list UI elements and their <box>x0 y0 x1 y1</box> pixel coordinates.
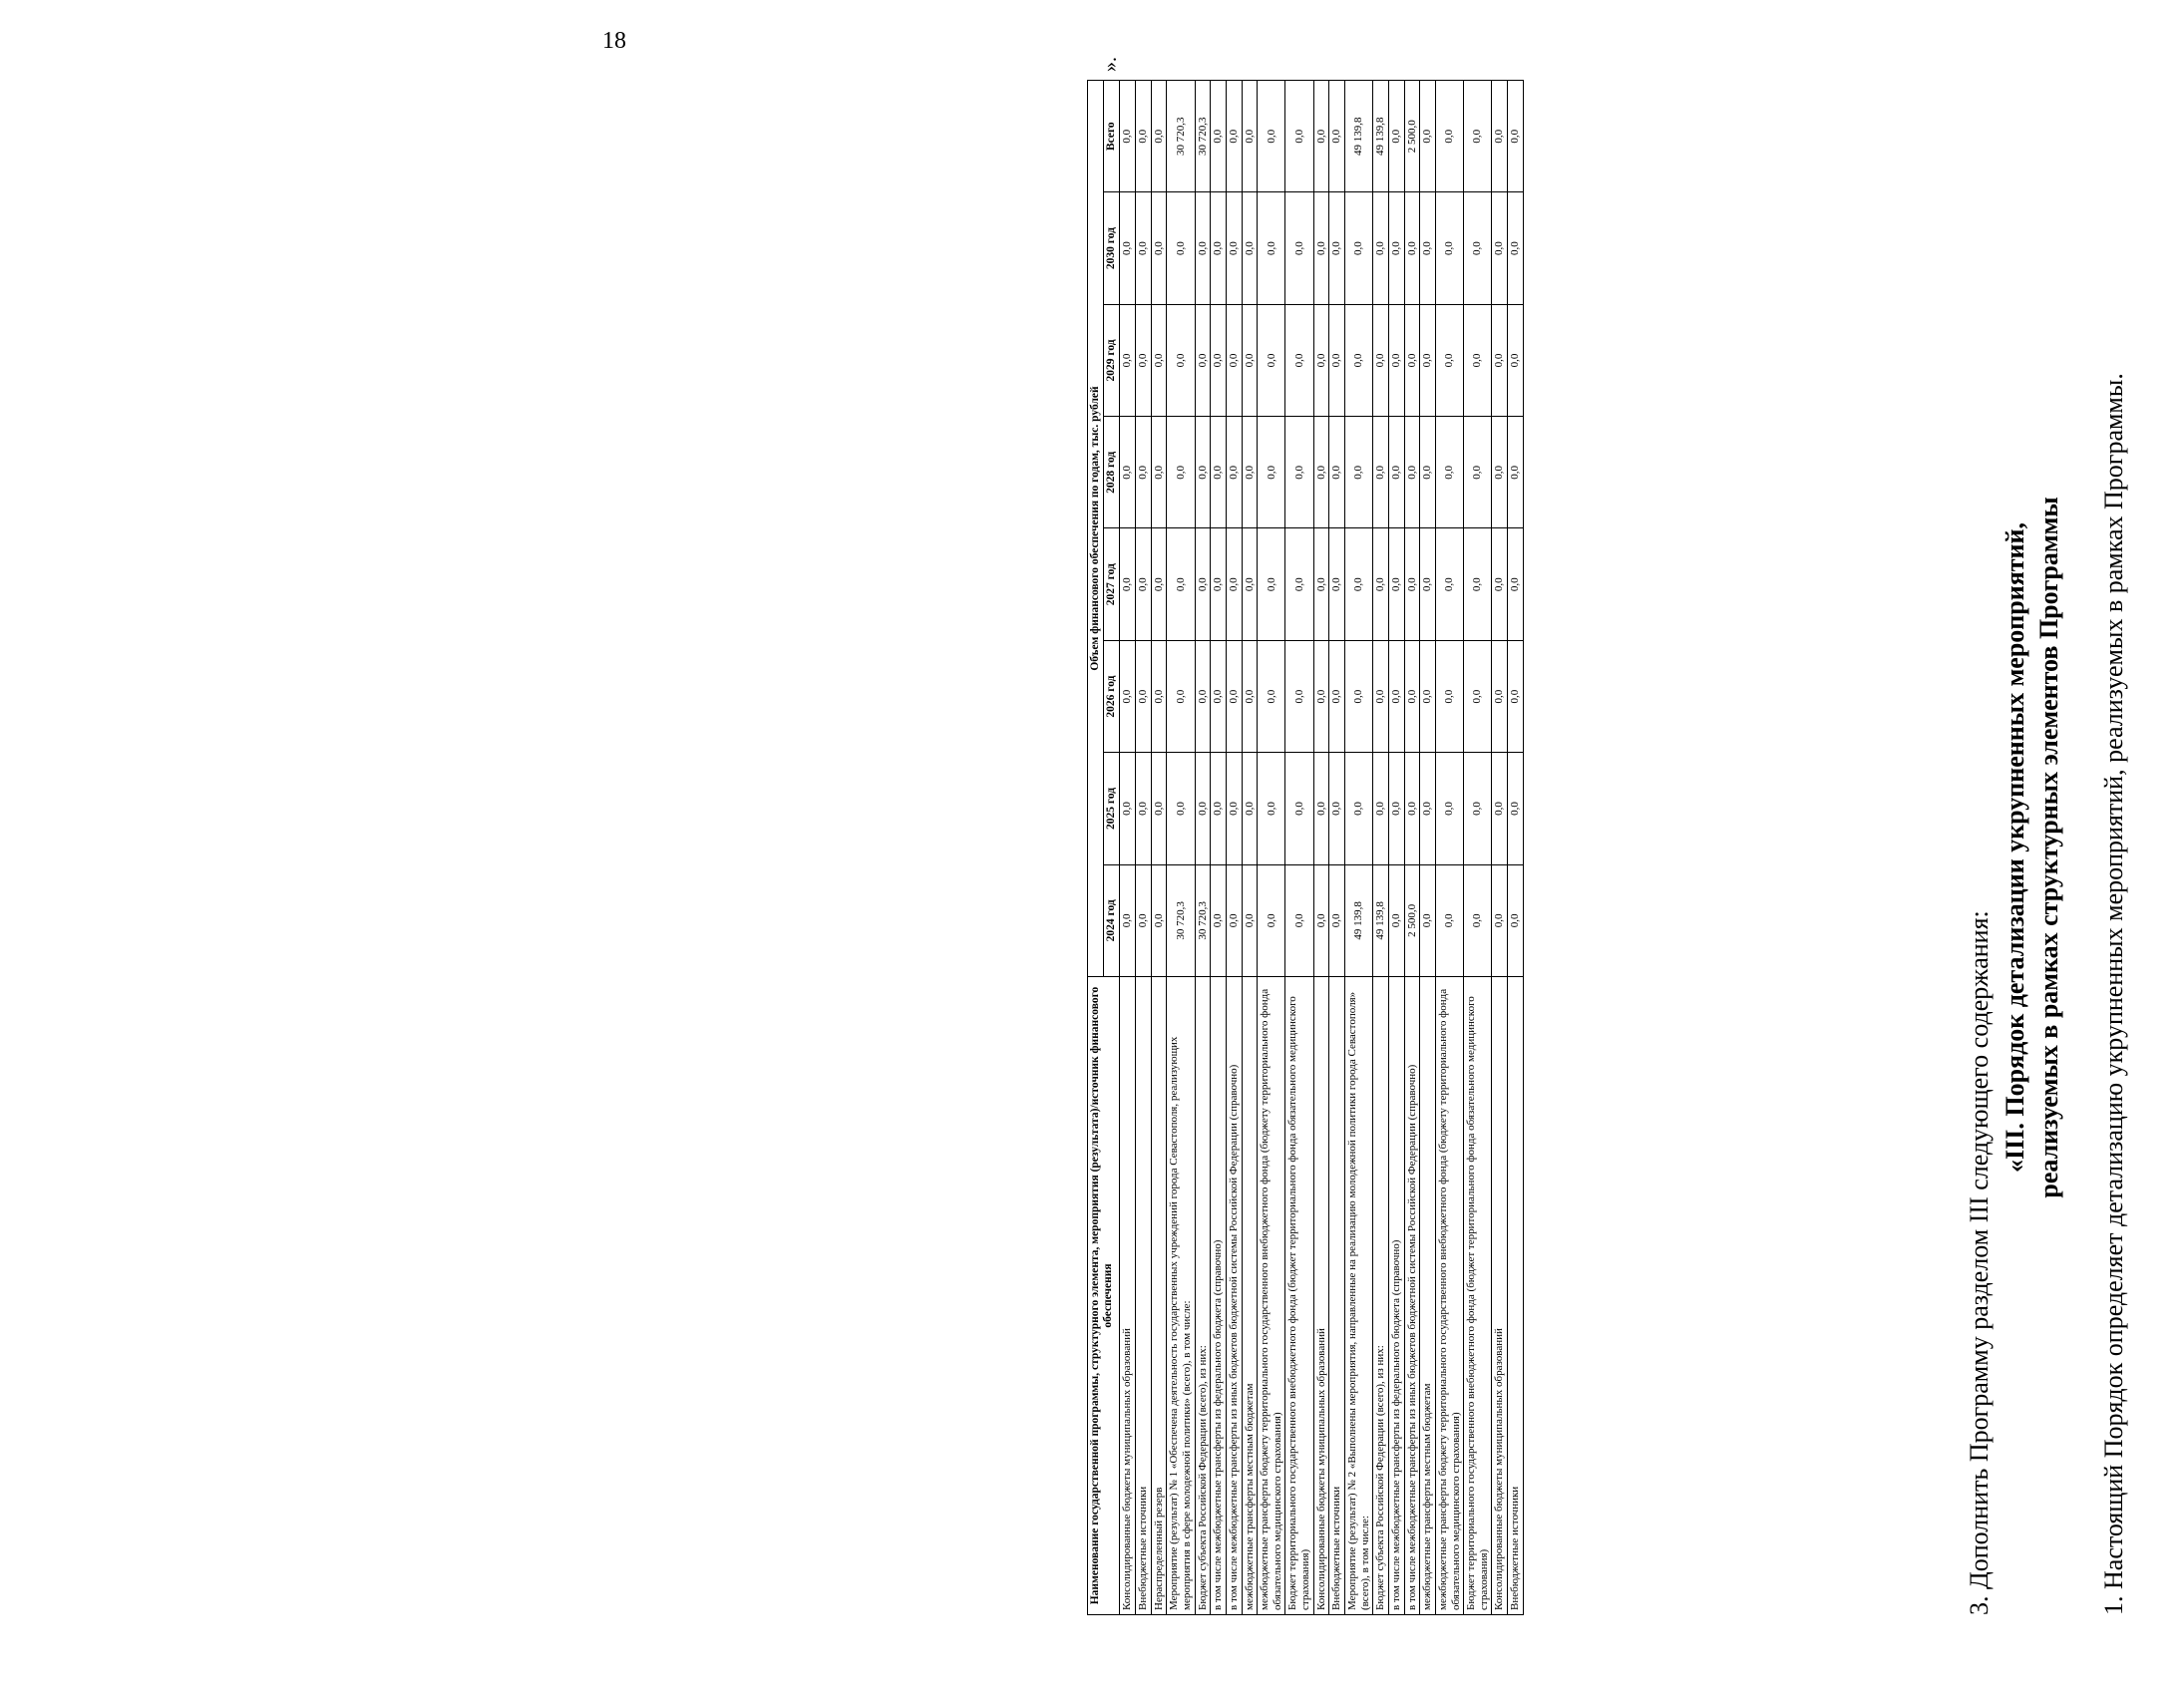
row-name: Мероприятие (результат) № 2 «Выполнены мероприятия, направленные на реализацию молодежной политики города Севастополя» (всего), в том числе: <box>1345 977 1373 1615</box>
row-value: 0,0 <box>1313 304 1329 416</box>
row-value: 0,0 <box>1211 640 1227 752</box>
row-value: 0,0 <box>1329 528 1345 640</box>
row-value: 0,0 <box>1258 753 1285 864</box>
row-value: 0,0 <box>1136 753 1152 864</box>
row-value: 0,0 <box>1329 304 1345 416</box>
row-value: 0,0 <box>1508 528 1524 640</box>
row-value: 0,0 <box>1388 864 1404 976</box>
table-body <box>1120 81 1523 1615</box>
row-value: 0,0 <box>1435 864 1463 976</box>
row-value: 0,0 <box>1508 864 1524 976</box>
closing-quote: ». <box>1099 57 1121 72</box>
table-row <box>1464 81 1492 1615</box>
row-value: 0,0 <box>1151 753 1167 864</box>
row-value: 0,0 <box>1464 417 1492 528</box>
row-value: 0,0 <box>1435 304 1463 416</box>
row-value: 0,0 <box>1285 640 1313 752</box>
row-value: 0,0 <box>1464 753 1492 864</box>
row-value: 0,0 <box>1151 640 1167 752</box>
row-value: 0,0 <box>1420 192 1436 304</box>
row-name: Нераспределенный резерв <box>1151 977 1167 1615</box>
row-value: 0,0 <box>1464 864 1492 976</box>
row-value: 0,0 <box>1195 304 1211 416</box>
row-value: 0,0 <box>1435 528 1463 640</box>
table-row <box>1195 81 1211 1615</box>
row-name: Внебюджетные источники <box>1329 977 1345 1615</box>
row-value: 0,0 <box>1492 528 1508 640</box>
row-value: 0,0 <box>1388 304 1404 416</box>
row-name: межбюджетные трансферты бюджету территориального государственного внебюджетного фонда (бюджету территориального фонда обязательного медицинского страхования) <box>1435 977 1463 1615</box>
row-value: 0,0 <box>1167 192 1195 304</box>
header-year: 2029 год <box>1104 304 1120 416</box>
row-value: 0,0 <box>1508 640 1524 752</box>
row-value: 0,0 <box>1151 417 1167 528</box>
row-value: 0,0 <box>1211 417 1227 528</box>
row-value: 0,0 <box>1242 864 1258 976</box>
row-value: 0,0 <box>1435 640 1463 752</box>
row-value: 0,0 <box>1373 417 1389 528</box>
row-value: 0,0 <box>1242 753 1258 864</box>
row-value: 0,0 <box>1420 753 1436 864</box>
row-value: 0,0 <box>1345 304 1373 416</box>
row-value: 0,0 <box>1151 81 1167 192</box>
row-name: Консолидированные бюджеты муниципальных образований <box>1313 977 1329 1615</box>
row-value: 0,0 <box>1492 417 1508 528</box>
row-value: 0,0 <box>1258 304 1285 416</box>
table-row <box>1388 81 1404 1615</box>
row-value: 0,0 <box>1226 864 1242 976</box>
header-year: 2024 год <box>1104 864 1120 976</box>
row-value: 0,0 <box>1492 753 1508 864</box>
row-value: 0,0 <box>1464 640 1492 752</box>
row-value: 0,0 <box>1120 640 1136 752</box>
section-heading-line-1: «III. Порядок детализации укрупненных мероприятий, <box>2001 522 2029 1173</box>
row-value: 0,0 <box>1226 640 1242 752</box>
row-value: 0,0 <box>1404 417 1420 528</box>
row-value: 0,0 <box>1195 417 1211 528</box>
row-value: 0,0 <box>1464 528 1492 640</box>
row-value: 0,0 <box>1464 304 1492 416</box>
header-group: Объем финансового обеспечения по годам, тыс. рублей <box>1088 81 1104 977</box>
row-value: 0,0 <box>1329 864 1345 976</box>
row-value: 0,0 <box>1151 864 1167 976</box>
row-value: 0,0 <box>1329 192 1345 304</box>
row-value: 0,0 <box>1404 304 1420 416</box>
row-value: 0,0 <box>1435 192 1463 304</box>
header-year: 2030 год <box>1104 192 1120 304</box>
table-row <box>1435 81 1463 1615</box>
row-name: Мероприятие (результат) № 1 «Обеспечена деятельность государственных учреждений города Севастополя, реализующих мероприятия в сфере молодежной политики» (всего), в том числе: <box>1167 977 1195 1615</box>
row-value: 0,0 <box>1211 753 1227 864</box>
row-value: 0,0 <box>1420 640 1436 752</box>
row-name: Внебюджетные источники <box>1508 977 1524 1615</box>
row-value: 0,0 <box>1313 81 1329 192</box>
row-value: 0,0 <box>1492 192 1508 304</box>
row-value: 0,0 <box>1388 81 1404 192</box>
row-value: 0,0 <box>1120 864 1136 976</box>
row-value: 0,0 <box>1195 192 1211 304</box>
row-value: 0,0 <box>1464 192 1492 304</box>
header-year: 2027 год <box>1104 528 1120 640</box>
row-value: 0,0 <box>1242 417 1258 528</box>
table-row <box>1329 81 1345 1615</box>
row-value: 0,0 <box>1508 192 1524 304</box>
table-row <box>1211 81 1227 1615</box>
row-value: 0,0 <box>1258 528 1285 640</box>
row-value: 0,0 <box>1211 304 1227 416</box>
row-name: в том числе межбюджетные трансферты из иных бюджетов бюджетной системы Российской Федерации (справочно) <box>1226 977 1242 1615</box>
row-value: 0,0 <box>1120 417 1136 528</box>
row-value: 30 720,3 <box>1195 81 1211 192</box>
row-value: 0,0 <box>1313 753 1329 864</box>
row-value: 0,0 <box>1151 304 1167 416</box>
row-value: 0,0 <box>1167 417 1195 528</box>
row-value: 0,0 <box>1345 417 1373 528</box>
table-row <box>1492 81 1508 1615</box>
row-value: 0,0 <box>1211 528 1227 640</box>
row-value: 0,0 <box>1226 417 1242 528</box>
row-value: 0,0 <box>1242 528 1258 640</box>
row-value: 0,0 <box>1195 753 1211 864</box>
row-value: 0,0 <box>1195 640 1211 752</box>
row-value: 0,0 <box>1285 864 1313 976</box>
table-row <box>1373 81 1389 1615</box>
row-value: 0,0 <box>1388 640 1404 752</box>
row-value: 0,0 <box>1136 640 1152 752</box>
row-value: 0,0 <box>1345 753 1373 864</box>
row-value: 0,0 <box>1167 528 1195 640</box>
row-value: 0,0 <box>1242 81 1258 192</box>
row-value: 0,0 <box>1120 192 1136 304</box>
row-value: 0,0 <box>1285 304 1313 416</box>
table-row <box>1136 81 1152 1615</box>
row-value: 0,0 <box>1226 528 1242 640</box>
table-row <box>1120 81 1136 1615</box>
row-value: 0,0 <box>1373 192 1389 304</box>
row-value: 0,0 <box>1151 192 1167 304</box>
row-value: 49 139,8 <box>1373 864 1389 976</box>
page-number: 18 <box>602 28 626 54</box>
table-row <box>1242 81 1258 1615</box>
row-value: 0,0 <box>1242 304 1258 416</box>
row-value: 0,0 <box>1420 864 1436 976</box>
row-value: 0,0 <box>1151 528 1167 640</box>
row-value: 30 720,3 <box>1167 81 1195 192</box>
row-value: 0,0 <box>1492 864 1508 976</box>
table-row <box>1258 81 1285 1615</box>
row-value: 0,0 <box>1120 81 1136 192</box>
row-value: 0,0 <box>1420 417 1436 528</box>
row-value: 2 500,0 <box>1404 864 1420 976</box>
row-name: Внебюджетные источники <box>1136 977 1152 1615</box>
row-name: Консолидированные бюджеты муниципальных образований <box>1492 977 1508 1615</box>
row-value: 0,0 <box>1285 81 1313 192</box>
table-row <box>1151 81 1167 1615</box>
row-value: 0,0 <box>1226 753 1242 864</box>
row-value: 0,0 <box>1313 640 1329 752</box>
table-row <box>1226 81 1242 1615</box>
row-name: межбюджетные трансферты местным бюджетам <box>1420 977 1436 1615</box>
row-value: 0,0 <box>1329 753 1345 864</box>
row-value: 49 139,8 <box>1345 864 1373 976</box>
header-year: Всего <box>1104 81 1120 192</box>
row-value: 0,0 <box>1211 192 1227 304</box>
row-value: 0,0 <box>1388 753 1404 864</box>
table-row <box>1313 81 1329 1615</box>
row-value: 0,0 <box>1258 864 1285 976</box>
row-value: 0,0 <box>1211 81 1227 192</box>
row-value: 0,0 <box>1195 528 1211 640</box>
row-value: 0,0 <box>1329 81 1345 192</box>
row-value: 0,0 <box>1285 417 1313 528</box>
row-value: 0,0 <box>1313 192 1329 304</box>
row-value: 0,0 <box>1167 640 1195 752</box>
row-value: 0,0 <box>1258 192 1285 304</box>
row-value: 0,0 <box>1435 81 1463 192</box>
table-row <box>1167 81 1195 1615</box>
row-value: 0,0 <box>1420 528 1436 640</box>
row-value: 0,0 <box>1508 304 1524 416</box>
row-value: 0,0 <box>1136 864 1152 976</box>
row-name: Бюджет территориального государственного внебюджетного фонда (бюджет территориального фонда обязательного медицинского страхования) <box>1285 977 1313 1615</box>
row-value: 30 720,3 <box>1195 864 1211 976</box>
row-value: 0,0 <box>1508 81 1524 192</box>
row-value: 0,0 <box>1435 417 1463 528</box>
row-name: Бюджет субъекта Российской Федерации (всего), из них: <box>1195 977 1211 1615</box>
row-value: 0,0 <box>1136 528 1152 640</box>
row-value: 0,0 <box>1226 304 1242 416</box>
row-value: 0,0 <box>1373 753 1389 864</box>
rotated-content <box>1087 40 2184 1615</box>
row-value: 0,0 <box>1226 81 1242 192</box>
row-name: Бюджет субъекта Российской Федерации (всего), из них: <box>1373 977 1389 1615</box>
row-value: 30 720,3 <box>1167 864 1195 976</box>
section-heading-line-2: реализуемых в рамках структурных элементов Программы <box>2033 497 2063 1198</box>
row-value: 0,0 <box>1435 753 1463 864</box>
row-value: 0,0 <box>1329 417 1345 528</box>
row-value: 49 139,8 <box>1373 81 1389 192</box>
header-name: Наименование государственной программы, структурного элемента, мероприятия (результата)/источник финансового обеспечения <box>1088 977 1120 1615</box>
row-value: 0,0 <box>1492 304 1508 416</box>
row-value: 0,0 <box>1211 864 1227 976</box>
table-row <box>1420 81 1436 1615</box>
table-row <box>1508 81 1524 1615</box>
row-value: 0,0 <box>1120 753 1136 864</box>
row-value: 0,0 <box>1404 528 1420 640</box>
row-value: 0,0 <box>1404 753 1420 864</box>
row-value: 0,0 <box>1285 192 1313 304</box>
row-value: 0,0 <box>1313 417 1329 528</box>
row-value: 0,0 <box>1492 640 1508 752</box>
row-value: 0,0 <box>1226 192 1242 304</box>
row-value: 0,0 <box>1404 192 1420 304</box>
row-value: 0,0 <box>1404 640 1420 752</box>
row-value: 0,0 <box>1464 81 1492 192</box>
row-value: 0,0 <box>1420 304 1436 416</box>
row-value: 0,0 <box>1136 304 1152 416</box>
row-value: 0,0 <box>1120 528 1136 640</box>
row-value: 0,0 <box>1345 192 1373 304</box>
row-value: 0,0 <box>1329 640 1345 752</box>
row-name: в том числе межбюджетные трансферты из федерального бюджета (справочно) <box>1388 977 1404 1615</box>
section-heading <box>1999 80 2066 1615</box>
table-row <box>1404 81 1420 1615</box>
row-value: 0,0 <box>1258 81 1285 192</box>
row-value: 0,0 <box>1345 640 1373 752</box>
row-value: 0,0 <box>1373 640 1389 752</box>
row-value: 0,0 <box>1508 753 1524 864</box>
row-name: Бюджет территориального государственного внебюджетного фонда (бюджет территориального фонда обязательного медицинского страхования) <box>1464 977 1492 1615</box>
row-name: Консолидированные бюджеты муниципальных образований <box>1120 977 1136 1615</box>
row-value: 0,0 <box>1508 417 1524 528</box>
item-3-text: 3. Дополнить Программу разделом III следующего содержания: <box>1965 910 1994 1615</box>
table-row <box>1345 81 1373 1615</box>
row-value: 2 500,0 <box>1404 81 1420 192</box>
row-name: в том числе межбюджетные трансферты из федерального бюджета (справочно) <box>1211 977 1227 1615</box>
row-value: 0,0 <box>1136 81 1152 192</box>
row-value: 0,0 <box>1136 192 1152 304</box>
row-value: 0,0 <box>1492 81 1508 192</box>
row-value: 0,0 <box>1242 640 1258 752</box>
table-header-row-1 <box>1088 81 1104 1615</box>
row-value: 49 139,8 <box>1345 81 1373 192</box>
row-value: 0,0 <box>1258 417 1285 528</box>
row-value: 0,0 <box>1242 192 1258 304</box>
row-value: 0,0 <box>1388 417 1404 528</box>
row-value: 0,0 <box>1167 753 1195 864</box>
row-value: 0,0 <box>1167 304 1195 416</box>
row-name: межбюджетные трансферты местным бюджетам <box>1242 977 1258 1615</box>
header-year: 2026 год <box>1104 640 1120 752</box>
row-value: 0,0 <box>1388 528 1404 640</box>
row-value: 0,0 <box>1313 864 1329 976</box>
row-value: 0,0 <box>1373 528 1389 640</box>
table-row <box>1285 81 1313 1615</box>
row-value: 0,0 <box>1373 304 1389 416</box>
row-value: 0,0 <box>1285 753 1313 864</box>
row-value: 0,0 <box>1388 192 1404 304</box>
row-value: 0,0 <box>1285 528 1313 640</box>
header-year: 2025 год <box>1104 753 1120 864</box>
row-name: межбюджетные трансферты бюджету территориального государственного внебюджетного фонда (бюджету территориального фонда обязательного медицинского страхования) <box>1258 977 1285 1615</box>
row-value: 0,0 <box>1420 81 1436 192</box>
paragraph-1: 1. Настоящий Порядок определяет детализацию укрупненных мероприятий, реализуемых в рамках Программы. <box>2099 373 2128 1615</box>
row-value: 0,0 <box>1120 304 1136 416</box>
row-name: в том числе межбюджетные трансферты из иных бюджетов бюджетной системы Российской Федерации (справочно) <box>1404 977 1420 1615</box>
row-value: 0,0 <box>1345 528 1373 640</box>
row-value: 0,0 <box>1313 528 1329 640</box>
row-value: 0,0 <box>1136 417 1152 528</box>
budget-table <box>1087 80 1524 1615</box>
row-value: 0,0 <box>1258 640 1285 752</box>
header-year: 2028 год <box>1104 417 1120 528</box>
